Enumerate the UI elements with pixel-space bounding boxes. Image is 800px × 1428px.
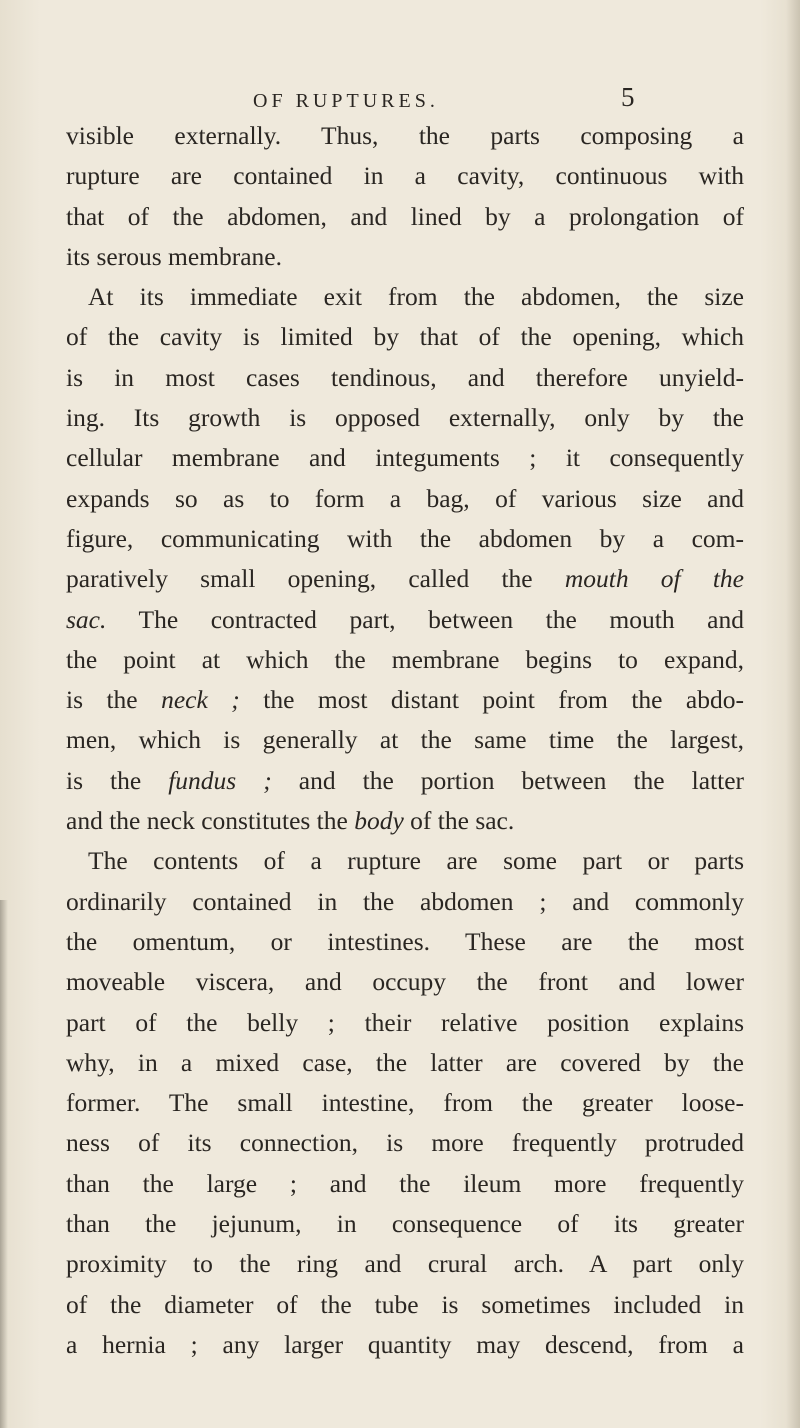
text-segment: why, in a mixed case, the latter are covered by the — [66, 1047, 744, 1077]
text-segment: the omentum, or intestines. These are the most — [66, 926, 744, 956]
text-line — [66, 640, 744, 680]
text-segment: moveable viscera, and occupy the front and lower — [66, 967, 744, 997]
text-line — [66, 962, 744, 1002]
text-line — [66, 600, 744, 640]
text-line — [66, 438, 744, 478]
text-segment: its serous membrane. — [66, 241, 282, 271]
text-segment: men, which is generally at the same time the largest, — [66, 725, 744, 755]
text-segment: ness of its connection, is more frequently protruded — [66, 1128, 744, 1158]
running-title: OF RUPTURES. — [253, 90, 439, 112]
page-binding-shadow — [0, 900, 8, 1428]
text-line — [66, 237, 744, 277]
text-line — [66, 1204, 744, 1244]
text-segment: of the cavity is limited by that of the opening, which — [66, 322, 744, 352]
text-segment: visible externally. Thus, the parts composing a — [66, 121, 744, 150]
text-segment: At its immediate exit from the abdomen, the size — [88, 282, 744, 312]
text-segment: than the large ; and the ileum more frequently — [66, 1168, 744, 1198]
text-line — [66, 680, 744, 720]
text-line — [66, 1325, 744, 1365]
text-line — [66, 1285, 744, 1325]
italic-term: fundus ; — [168, 765, 272, 795]
body-text — [66, 116, 744, 1365]
page-edge-shadow — [786, 0, 800, 1428]
text-line — [66, 1123, 744, 1163]
text-segment: ing. Its growth is opposed externally, only by the — [66, 403, 744, 433]
text-line — [66, 358, 744, 398]
text-segment: figure, communicating with the abdomen by a com- — [66, 523, 744, 553]
page-number: 5 — [621, 82, 635, 112]
text-line — [66, 922, 744, 962]
text-line — [66, 720, 744, 760]
text-segment: and the neck constitutes the — [66, 806, 355, 836]
text-segment: ordinarily contained in the abdomen ; and commonly — [66, 886, 744, 916]
text-segment: of the diameter of the tube is sometimes included in — [66, 1289, 744, 1319]
text-line — [66, 519, 744, 559]
text-segment: The contents of a rupture are some part or parts — [88, 846, 744, 876]
text-line — [66, 398, 744, 438]
text-segment: is the — [66, 765, 169, 795]
text-line — [66, 559, 744, 599]
text-segment: proximity to the ring and crural arch. A part only — [66, 1249, 744, 1279]
text-line — [66, 1043, 744, 1083]
text-line — [66, 156, 744, 196]
text-segment: expands so as to form a bag, of various size and — [66, 483, 744, 513]
text-segment: the point at which the membrane begins to expand, — [66, 644, 744, 674]
text-line — [66, 479, 744, 519]
text-line — [66, 841, 744, 881]
italic-term: sac. — [66, 604, 107, 634]
text-line — [66, 197, 744, 237]
text-segment: than the jejunum, in consequence of its greater — [66, 1209, 744, 1239]
text-line — [66, 801, 744, 841]
italic-term: neck ; — [161, 685, 240, 715]
text-segment: is the — [66, 685, 162, 715]
text-line — [66, 882, 744, 922]
text-segment: paratively small opening, called the — [66, 564, 565, 594]
text-line — [66, 116, 744, 156]
text-line — [66, 1244, 744, 1284]
text-segment: and the portion between the latter — [271, 765, 745, 795]
text-segment: part of the belly ; their relative position explains — [66, 1007, 744, 1037]
text-segment: is in most cases tendinous, and therefore unyield- — [66, 362, 744, 392]
text-segment: rupture are contained in a cavity, continuous with — [66, 161, 744, 191]
text-segment: The contracted part, between the mouth and — [106, 604, 744, 634]
text-segment: that of the abdomen, and lined by a prolongation of — [66, 201, 744, 231]
text-line — [66, 317, 744, 357]
text-segment: a hernia ; any larger quantity may descend, from a — [66, 1329, 744, 1359]
text-line — [66, 277, 744, 317]
italic-term: body — [354, 806, 404, 836]
text-segment: former. The small intestine, from the greater loose- — [66, 1088, 744, 1118]
running-head — [0, 82, 800, 116]
text-segment: cellular membrane and integuments ; it consequently — [66, 443, 744, 473]
text-segment: of the sac. — [403, 806, 515, 836]
text-line — [66, 761, 744, 801]
italic-term: mouth of the — [564, 564, 744, 594]
text-line — [66, 1083, 744, 1123]
text-segment: the most distant point from the abdo- — [239, 685, 744, 715]
text-line — [66, 1003, 744, 1043]
text-line — [66, 1164, 744, 1204]
